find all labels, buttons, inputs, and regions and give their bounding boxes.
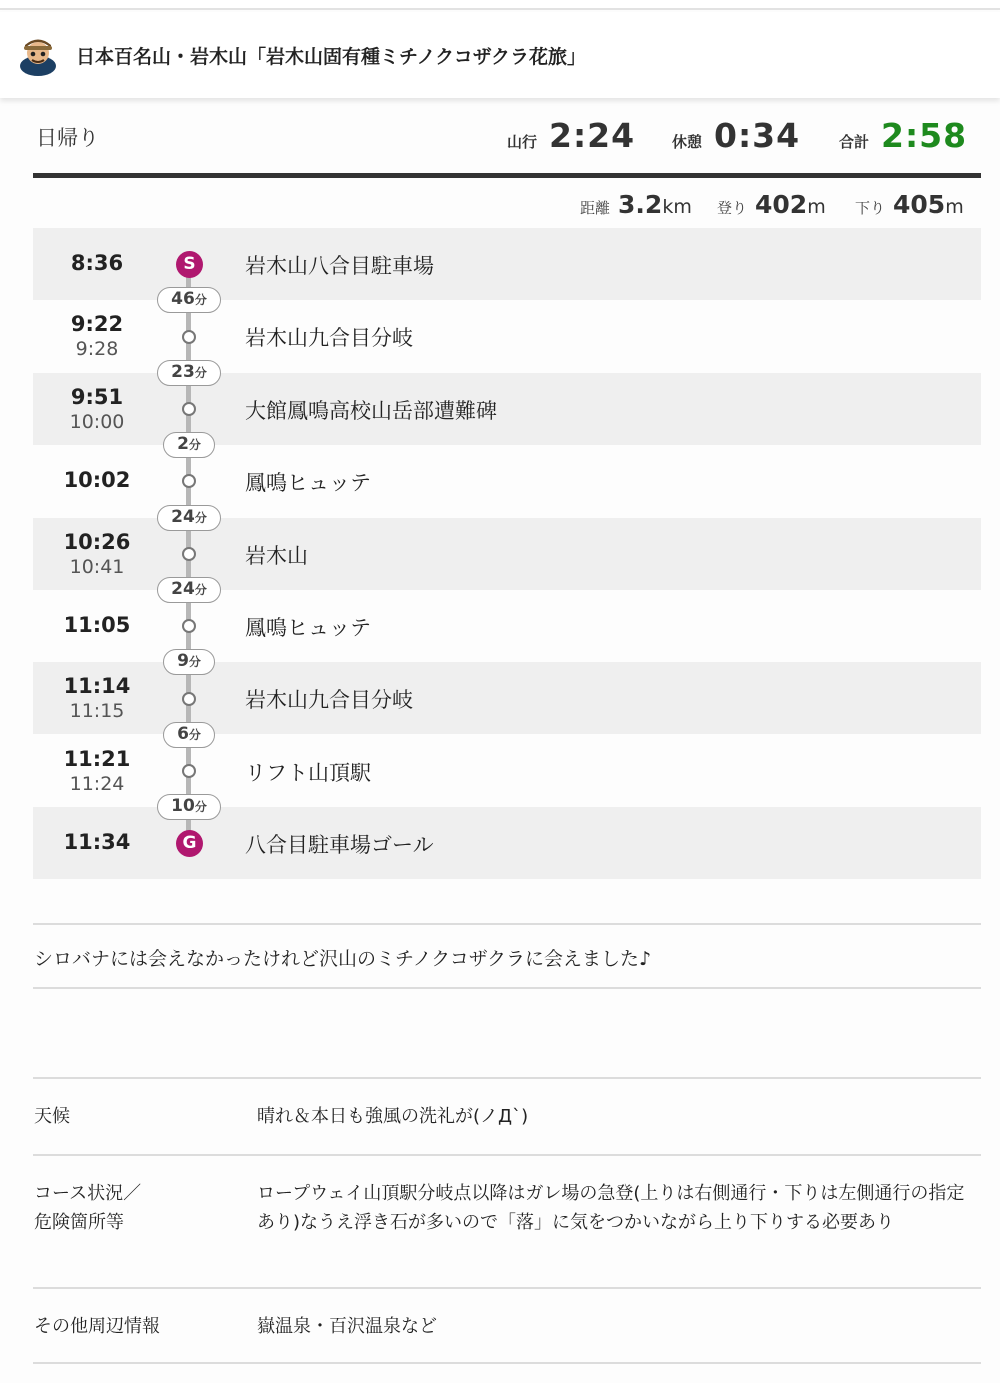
total-time-label: 合計 — [839, 133, 870, 151]
segment-duration-unit: 分 — [194, 293, 207, 308]
segment-duration-unit: 分 — [188, 438, 201, 453]
segment-duration-unit: 分 — [194, 800, 207, 815]
ascent-value: 402 — [755, 190, 808, 219]
distance-value: 3.2 — [618, 190, 663, 219]
segment-duration — [157, 794, 221, 820]
segment-duration-value: 2 — [177, 434, 189, 455]
distance-label: 距離 — [580, 199, 611, 217]
weather-label: 天候 — [34, 1106, 70, 1127]
rest-time-label: 休憩 — [672, 133, 703, 151]
segment-duration — [157, 577, 221, 603]
segment-duration-value: 10 — [171, 796, 195, 817]
weather-value: 晴れ＆本日も強風の洗礼が(ノД`) — [257, 1106, 529, 1127]
start-marker: S — [176, 251, 203, 278]
arrival-time: 11:05 — [63, 613, 131, 637]
segment-duration — [163, 432, 215, 458]
segment-duration-unit: 分 — [194, 510, 207, 525]
user-avatar[interactable] — [16, 33, 60, 77]
arrival-time: 11:14 — [63, 674, 131, 699]
departure-time: 11:24 — [69, 772, 125, 795]
total-time — [839, 116, 967, 158]
record-comment: シロバナには会えなかったけれど沢山のミチノクコザクラに会えました♪ — [34, 948, 652, 970]
waypoint-node — [182, 330, 196, 344]
descent-stat — [855, 190, 964, 219]
segment-duration-value: 23 — [171, 361, 195, 382]
course-condition-label-line1: コース状況／ — [34, 1183, 142, 1204]
segment-duration-value: 6 — [177, 723, 189, 744]
stop-name[interactable]: 岩木山 — [245, 543, 308, 568]
summary-divider — [33, 173, 981, 178]
section-divider — [33, 923, 981, 925]
segment-duration-value: 24 — [171, 579, 195, 599]
waypoint-node — [182, 764, 196, 778]
distance-stat — [580, 190, 692, 219]
segment-duration — [163, 722, 215, 748]
stop-name[interactable]: 岩木山八合目駐車場 — [245, 254, 434, 278]
record-header — [0, 12, 1000, 98]
segment-duration-unit: 分 — [188, 655, 201, 670]
distance-unit: km — [662, 196, 692, 218]
other-info-label: その他周辺情報 — [34, 1316, 160, 1337]
segment-duration-unit: 分 — [194, 583, 207, 597]
top-border — [0, 0, 1000, 10]
course-condition-label — [34, 1179, 141, 1237]
segment-duration — [163, 649, 215, 675]
section-divider — [33, 1287, 981, 1289]
departure-time: 11:15 — [69, 700, 125, 723]
stop-name[interactable]: 鳳鳴ヒュッテ — [245, 471, 371, 496]
stop-name[interactable]: リフト山頂駅 — [245, 760, 371, 785]
waypoint-node — [182, 692, 196, 706]
departure-time: 10:00 — [69, 410, 125, 433]
departure-time: 10:41 — [69, 555, 125, 578]
section-divider — [33, 1362, 981, 1364]
descent-unit: m — [945, 196, 964, 218]
arrival-time: 9:51 — [70, 384, 124, 409]
course-condition-value: ロープウェイ山頂駅分岐点以降はガレ場の急登(上りは右側通行・下りは左側通行の指定あり)なうえ浮き石が多いので「落」に気をつかいながら上り下りする必要あり — [257, 1183, 965, 1233]
segment-duration — [157, 505, 221, 531]
segment-duration-value: 46 — [171, 289, 195, 310]
arrival-time: 8:36 — [70, 251, 124, 275]
ascent-label: 登り — [717, 199, 748, 217]
segment-duration-value: 9 — [177, 651, 189, 672]
rest-time — [672, 116, 800, 158]
ascent-stat — [717, 190, 826, 219]
move-time-value: 2:24 — [549, 116, 636, 155]
section-divider — [33, 1154, 981, 1156]
stop-name[interactable]: 岩木山九合目分岐 — [245, 688, 413, 713]
stop-name[interactable]: 鳳鳴ヒュッテ — [245, 616, 371, 640]
move-time-label: 山行 — [507, 133, 538, 151]
section-divider — [33, 987, 981, 989]
arrival-time: 11:21 — [63, 746, 131, 771]
trip-type: 日帰り — [36, 126, 99, 150]
arrival-time: 11:34 — [63, 830, 131, 855]
stop-name[interactable]: 岩木山九合目分岐 — [245, 326, 413, 351]
departure-time: 9:28 — [75, 338, 119, 361]
stop-name[interactable]: 八合目駐車場ゴール — [245, 833, 434, 858]
section-divider — [33, 1077, 981, 1079]
waypoint-node — [182, 547, 196, 561]
arrival-time: 9:22 — [70, 312, 124, 337]
other-info-value: 嶽温泉・百沢温泉など — [257, 1316, 437, 1337]
goal-marker: G — [176, 830, 203, 857]
arrival-time: 10:02 — [63, 468, 131, 493]
ascent-unit: m — [807, 196, 826, 218]
segment-duration-value: 24 — [171, 506, 195, 527]
stop-name[interactable]: 大館鳳鳴高校山岳部遭難碑 — [245, 398, 497, 423]
record-title: 日本百名山・岩木山「岩木山固有種ミチノクコザクラ花旅」 — [76, 45, 586, 68]
total-time-value: 2:58 — [881, 116, 968, 155]
rest-time-value: 0:34 — [714, 116, 801, 155]
move-time — [507, 116, 635, 158]
descent-label: 下り — [855, 199, 886, 217]
segment-duration-unit: 分 — [194, 365, 207, 380]
segment-duration — [157, 360, 221, 386]
descent-value: 405 — [893, 190, 946, 219]
arrival-time: 10:26 — [63, 529, 131, 554]
waypoint-node — [182, 402, 196, 416]
segment-duration-unit: 分 — [188, 727, 201, 742]
segment-duration — [157, 287, 221, 313]
course-condition-label-line2: 危険箇所等 — [34, 1212, 124, 1233]
